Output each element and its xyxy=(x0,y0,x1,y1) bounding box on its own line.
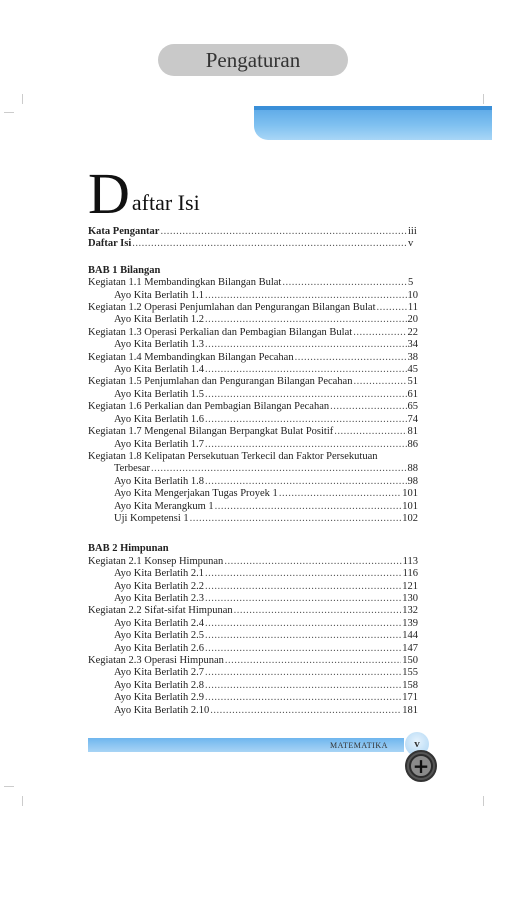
footer-subject: MATEMATIKA xyxy=(330,741,388,750)
bab1-tail-list xyxy=(88,476,418,526)
toc-entry[interactable] xyxy=(88,376,418,388)
leader-dots xyxy=(334,426,406,438)
toc-entry-label: Kegiatan 1.6 Perkalian dan Pembagian Bilangan Pecahan xyxy=(88,401,330,413)
toc-entry-label: Kegiatan 2.3 Operasi Himpunan xyxy=(88,655,224,666)
bab1-list xyxy=(88,277,418,451)
toc-entry[interactable] xyxy=(88,581,418,593)
front-matter-list xyxy=(88,226,418,251)
toc-entry-label: Ayo Kita Berlatih 1.5 xyxy=(114,388,205,400)
toc-entry-page: 132 xyxy=(402,605,418,617)
title-drop-cap: D xyxy=(88,161,130,226)
toc-entry[interactable] xyxy=(88,290,418,302)
chapter-heading-bab1: BAB 1 Bilangan xyxy=(88,264,161,276)
toc-entry[interactable] xyxy=(88,667,418,679)
toc-entry-label: Ayo Kita Berlatih 2.5 xyxy=(114,630,205,642)
toc-entry-page: 10 xyxy=(407,289,418,301)
leader-dots xyxy=(205,290,406,302)
leader-dots xyxy=(377,302,407,314)
toc-entry-page: 147 xyxy=(402,642,418,654)
toc-entry[interactable] xyxy=(88,414,418,426)
toc-entry[interactable] xyxy=(88,401,418,413)
toc-entry[interactable] xyxy=(88,463,418,475)
toc-entry[interactable] xyxy=(88,277,418,289)
toc-entry-page: 98 xyxy=(407,475,418,487)
settings-button[interactable] xyxy=(158,44,348,76)
toc-entry-label: Ayo Kita Berlatih 2.2 xyxy=(114,580,205,592)
toc-entry-label: Kegiatan 1.1 Membandingkan Bilangan Bulat xyxy=(88,277,282,289)
title-text: aftar Isi xyxy=(131,190,200,215)
toc-entry[interactable] xyxy=(88,238,418,250)
leader-dots xyxy=(205,339,406,351)
toc-entry[interactable] xyxy=(88,630,418,642)
toc-entry-page: 101 xyxy=(402,488,418,500)
toc-entry-label: Ayo Kita Berlatih 1.6 xyxy=(114,413,205,425)
toc-entry-label: Uji Kompetensi 1 xyxy=(114,512,189,524)
settings-button-label: Pengaturan xyxy=(205,47,301,72)
toc-entry-page: 38 xyxy=(407,351,418,363)
leader-dots xyxy=(132,238,407,250)
toc-entry-page: iii xyxy=(408,226,417,237)
leader-dots xyxy=(215,501,402,513)
toc-entry[interactable] xyxy=(88,680,418,692)
toc-entry-label: Kegiatan 2.1 Konsep Himpunan xyxy=(88,555,224,567)
leader-dots xyxy=(295,352,407,364)
toc-entry-label: Ayo Kita Berlatih 1.4 xyxy=(114,364,205,376)
crop-mark xyxy=(483,796,484,806)
toc-entry-page: 116 xyxy=(402,568,418,580)
leader-dots xyxy=(151,463,407,475)
toc-entry-page: 88 xyxy=(407,463,418,475)
toc-entry[interactable] xyxy=(88,705,418,717)
toc-entry-page: 113 xyxy=(402,555,418,567)
toc-entry-page: 155 xyxy=(402,667,418,679)
toc-entry-label: Ayo Kita Berlatih 2.1 xyxy=(114,568,205,580)
toc-entry-page: 45 xyxy=(407,364,418,376)
toc-entry-label: Daftar Isi xyxy=(88,238,132,250)
leader-dots xyxy=(225,655,401,667)
toc-entry[interactable] xyxy=(88,513,418,525)
toc-entry-page: v xyxy=(408,238,414,250)
page-number: v xyxy=(414,738,420,750)
leader-dots xyxy=(224,556,401,568)
leader-dots xyxy=(353,376,406,388)
leader-dots xyxy=(282,277,407,289)
toc-entry-label: Ayo Kita Berlatih 2.10 xyxy=(114,704,210,716)
toc-entry-label: Kegiatan 1.7 Mengenal Bilangan Berpangkat Bulat Positif xyxy=(88,426,334,438)
toc-entry-page: 102 xyxy=(402,512,418,524)
toc-entry[interactable] xyxy=(88,593,418,605)
toc-entry-page: 121 xyxy=(402,580,418,592)
toc-entry[interactable] xyxy=(88,451,418,463)
toc-entry[interactable] xyxy=(88,655,418,667)
toc-entry-page: 51 xyxy=(407,376,418,388)
toc-entry-label: Ayo Kita Berlatih 1.8 xyxy=(114,475,205,487)
leader-dots xyxy=(234,605,402,617)
toc-entry-label: Ayo Kita Berlatih 1.7 xyxy=(114,438,205,450)
toc-entry-page: 181 xyxy=(402,704,418,716)
toc-entry[interactable] xyxy=(88,426,418,438)
toc-entry-label: Ayo Kita Berlatih 2.3 xyxy=(114,592,205,604)
toc-entry[interactable] xyxy=(88,226,418,238)
toc-entry[interactable] xyxy=(88,339,418,351)
toc-entry[interactable] xyxy=(88,605,418,617)
toc-entry[interactable] xyxy=(88,327,418,339)
leader-dots xyxy=(210,705,401,717)
toc-entry[interactable] xyxy=(88,439,418,451)
toc-entry[interactable] xyxy=(88,568,418,580)
bab2-list xyxy=(88,556,418,717)
crop-mark xyxy=(22,796,23,806)
leader-dots xyxy=(279,488,401,500)
leader-dots xyxy=(205,364,406,376)
leader-dots xyxy=(205,476,406,488)
toc-entry-label: Ayo Kita Berlatih 2.4 xyxy=(114,617,205,629)
toc-entry[interactable] xyxy=(88,692,418,704)
toc-entry-label: Ayo Kita Mengerjakan Tugas Proyek 1 xyxy=(114,488,278,500)
leader-dots xyxy=(205,439,406,451)
toc-entry[interactable] xyxy=(88,556,418,568)
leader-dots xyxy=(205,414,406,426)
page-title xyxy=(88,161,200,226)
toc-entry[interactable] xyxy=(88,501,418,513)
toc-entry-page: 158 xyxy=(402,679,418,691)
leader-dots xyxy=(205,314,406,326)
toc-entry-page: 86 xyxy=(407,438,418,450)
toc-entry-label: Kegiatan 1.2 Operasi Penjumlahan dan Pengurangan Bilangan Bulat xyxy=(88,302,376,314)
leader-dots xyxy=(205,667,401,679)
leader-dots xyxy=(353,327,406,339)
toc-entry-label: Kegiatan 1.8 Kelipatan Persekutuan Terkecil dan Faktor Persekutuan xyxy=(88,450,378,462)
toc-entry-label: Ayo Kita Berlatih 1.3 xyxy=(114,339,205,351)
toc-entry-page: 150 xyxy=(402,655,418,666)
toc-entry-page: 34 xyxy=(407,339,418,351)
toc-entry-label: Ayo Kita Berlatih 2.7 xyxy=(114,667,205,679)
leader-dots xyxy=(205,593,401,605)
toc-entry[interactable] xyxy=(88,643,418,655)
toc-entry-page: 130 xyxy=(402,592,418,604)
leader-dots xyxy=(205,630,401,642)
toc-entry-label: Ayo Kita Berlatih 2.6 xyxy=(114,642,205,654)
header-decoration-band xyxy=(254,106,492,140)
toc-entry-page: 139 xyxy=(402,617,418,629)
toc-entry-page: 171 xyxy=(402,692,418,704)
toc-entry-page: 101 xyxy=(402,500,418,512)
toc-entry-label: Ayo Kita Berlatih 2.8 xyxy=(114,679,205,691)
leader-dots xyxy=(205,692,401,704)
toc-entry-page: 20 xyxy=(407,314,418,326)
toc-entry-label: Ayo Kita Berlatih 1.1 xyxy=(114,289,205,301)
leader-dots xyxy=(330,401,406,413)
toc-entry-label: Kegiatan 2.2 Sifat-sifat Himpunan xyxy=(88,605,233,617)
toc-entry-page: 81 xyxy=(407,426,418,438)
toc-entry[interactable] xyxy=(88,302,418,314)
leader-dots xyxy=(160,226,407,238)
toc-entry-label: Terbesar xyxy=(114,463,150,475)
toc-entry[interactable] xyxy=(88,364,418,376)
toc-entry-page: 144 xyxy=(402,630,418,642)
leader-dots xyxy=(205,389,406,401)
chapter-heading-bab2: BAB 2 Himpunan xyxy=(88,543,169,555)
crop-mark xyxy=(4,786,14,787)
toc-entry-label: Kegiatan 1.4 Membandingkan Bilangan Pecahan xyxy=(88,351,294,363)
toc-entry-label: Kegiatan 1.5 Penjumlahan dan Pengurangan Bilangan Pecahan xyxy=(88,376,353,388)
toc-entry[interactable] xyxy=(88,618,418,630)
leader-dots xyxy=(205,581,401,593)
toc-entry-page: 74 xyxy=(407,413,418,425)
leader-dots xyxy=(205,568,402,580)
plus-circle-icon: + xyxy=(409,754,433,778)
toc-entry-label: Ayo Kita Berlatih 2.9 xyxy=(114,692,205,704)
toc-entry-label: Ayo Kita Merangkum 1 xyxy=(114,500,214,512)
leader-dots xyxy=(205,680,401,692)
zoom-in-button[interactable] xyxy=(405,750,437,782)
crop-mark xyxy=(22,94,23,104)
toc-entry-label: Kegiatan 1.3 Operasi Perkalian dan Pembagian Bilangan Bulat xyxy=(88,326,353,338)
toc-entry[interactable] xyxy=(88,488,418,500)
leader-dots xyxy=(205,643,401,655)
crop-mark xyxy=(483,94,484,104)
toc-entry-page: 5 xyxy=(408,277,414,289)
toc-entry-label: Kata Pengantar xyxy=(88,226,160,237)
toc-entry[interactable] xyxy=(88,389,418,401)
table-of-contents xyxy=(88,226,418,717)
toc-entry-page: 22 xyxy=(407,326,418,338)
toc-entry[interactable] xyxy=(88,352,418,364)
toc-entry[interactable] xyxy=(88,476,418,488)
leader-dots xyxy=(190,513,402,525)
toc-entry[interactable] xyxy=(88,314,418,326)
leader-dots xyxy=(205,618,401,630)
toc-entry-page: 61 xyxy=(407,388,418,400)
crop-mark xyxy=(4,112,14,113)
toc-entry-label: Ayo Kita Berlatih 1.2 xyxy=(114,314,205,326)
toc-entry-page: 11 xyxy=(407,302,418,314)
toc-entry-page: 65 xyxy=(407,401,418,413)
